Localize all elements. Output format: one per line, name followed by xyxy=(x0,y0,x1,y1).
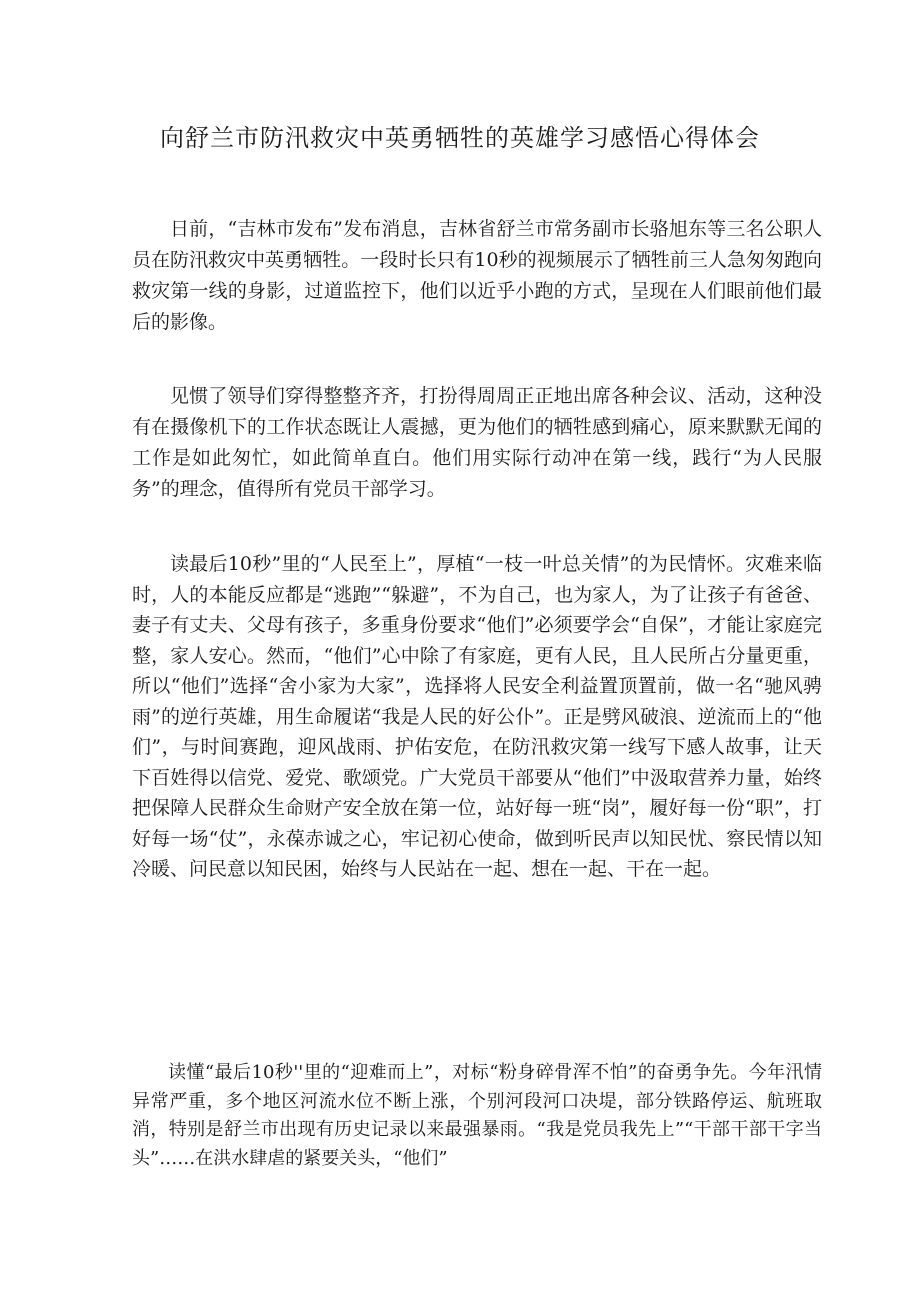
document-title: 向舒兰市防汛救灾中英勇牺牲的英雄学习感悟心得体会 xyxy=(160,124,760,152)
paragraph-2: 见惯了领导们穿得整整齐齐，打扮得周周正正地出席各种会议、活动，这种没有在摄像机下的工作状态既让人震撼，更为他们的牺牲感到痛心，原来默默无闻的工作是如此匆忙，如此简单直白。他们用实际行动冲在第一线，践行“为人民服务”的理念，值得所有党员干部学习。 xyxy=(132,385,822,500)
paragraph-4: 读懂“最后10秒''里的“迎难而上”，对标“粉身碎骨浑不怕”的奋勇争先。今年汛情异常严重，多个地区河流水位不断上涨，个别河段河口决堤，部分铁路停运、航班取消，特别是舒兰市出现有历史记录以来最强暴雨。“我是党员我先上”“干部干部干字当头”……在洪水肆虐的紧要关头，“他们” xyxy=(132,1062,822,1169)
paragraph-3: 读最后10秒”里的“人民至上”，厚植“一枝一叶总关情”的为民情怀。灾难来临时，人的本能反应都是“逃跑”“躲避”，不为自己，也为家人，为了让孩子有爸爸、妻子有丈夫、父母有孩子，多重身份要求“他们”必须要学会“自保”，才能让家庭完整，家人安心。然而，“他们”心中除了有家庭，更有人民，且人民所占分量更重，所以“他们”选择“舍小家为大家”，选择将人民安全利益置顶置前，做一名“驰风骋雨”的逆行英雄，用生命履诺“我是人民的好公仆”。正是劈风破浪、逆流而上的“他们”，与时间赛跑，迎风战雨、护佑安危，在防汛救灾第一线写下感人故事，让天下百姓得以信党、爱党、歌颂党。广大党员干部要从“他们”中汲取营养力量，始终把保障人民群众生命财产安全放在第一位，站好每一班“岗”，履好每一份“职”，打好每一场“仗”，永葆赤诚之心，牢记初心使命，做到听民声以知民忧、察民情以知冷暖、问民意以知民困，始终与人民站在一起、想在一起、干在一起。 xyxy=(132,553,822,880)
paragraph-1: 日前，“吉林市发布”发布消息，吉林省舒兰市常务副市长骆旭东等三名公职人员在防汛救灾中英勇牺牲。一段时长只有10秒的视频展示了牺牲前三人急匆匆跑向救灾第一线的身影，过道监控下，他们以近乎小跑的方式，呈现在人们眼前他们最后的影像。 xyxy=(132,218,822,333)
